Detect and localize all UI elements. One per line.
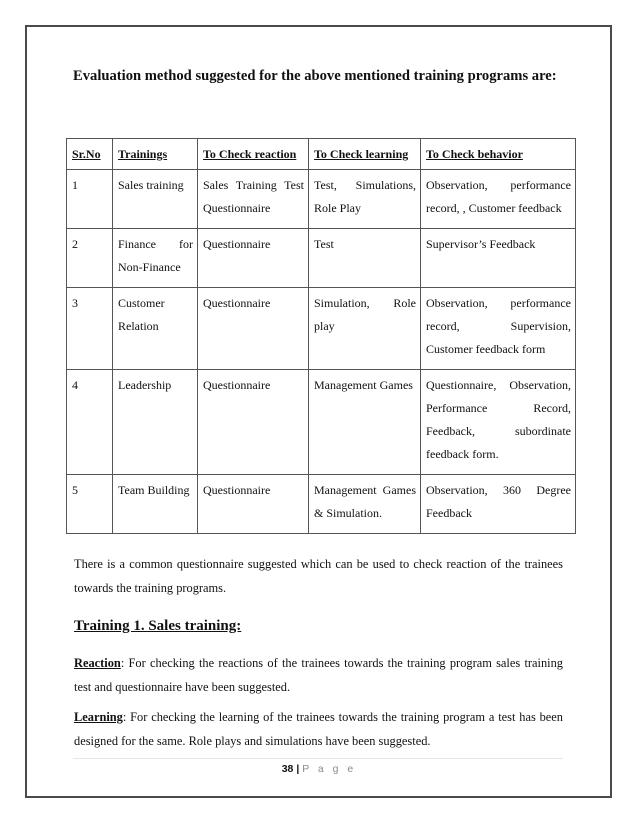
header-trainings: Trainings (113, 139, 198, 170)
cell-training: Customer Relation (113, 288, 198, 370)
learning-term: Learning (74, 710, 123, 724)
reaction-paragraph (74, 651, 563, 699)
cell-sr-no: 2 (67, 229, 113, 288)
cell-training: Team Building (113, 475, 198, 534)
header-check-behavior: To Check behavior (421, 139, 576, 170)
reaction-term: Reaction (74, 656, 121, 670)
table-row (67, 229, 576, 288)
cell-behavior: Observation, 360 Degree Feedback (421, 475, 576, 534)
table-header-row (67, 139, 576, 170)
cell-training: Sales training (113, 170, 198, 229)
reaction-text: : For checking the reactions of the trainees towards the training program sales training test and questionnaire have been suggested. (74, 656, 563, 694)
learning-text: : For checking the learning of the trainees towards the training program a test has been designed for the same. Role plays and simulations have been suggested. (74, 710, 563, 748)
cell-sr-no: 1 (67, 170, 113, 229)
cell-behavior: Supervisor’s Feedback (421, 229, 576, 288)
header-sr-no: Sr.No (67, 139, 113, 170)
table-row (67, 370, 576, 475)
table-row (67, 475, 576, 534)
cell-reaction: Questionnaire (198, 475, 309, 534)
cell-learning: Management Games (309, 370, 421, 475)
cell-behavior: Questionnaire, Observation, Performance Record, Feedback, subordinate feedback form. (421, 370, 576, 475)
page-label: P a g e (302, 763, 357, 775)
cell-learning: Test, Simulations, Role Play (309, 170, 421, 229)
cell-training: Leadership (113, 370, 198, 475)
footer-divider (73, 758, 563, 759)
page-number: 38 (281, 763, 294, 775)
header-check-reaction: To Check reaction (198, 139, 309, 170)
cell-learning: Test (309, 229, 421, 288)
cell-sr-no: 4 (67, 370, 113, 475)
cell-learning: Simulation, Role play (309, 288, 421, 370)
cell-behavior: Observation, performance record, , Customer feedback (421, 170, 576, 229)
subheading-sales-training: Training 1. Sales training: (74, 618, 242, 634)
header-check-learning: To Check learning (309, 139, 421, 170)
learning-paragraph (74, 705, 563, 753)
section-heading: Evaluation method suggested for the above mentioned training programs are: (73, 68, 557, 84)
footer-separator: | (296, 763, 300, 775)
table-row (67, 288, 576, 370)
cell-behavior: Observation, performance record, Supervision, Customer feedback form (421, 288, 576, 370)
cell-reaction: Questionnaire (198, 370, 309, 475)
cell-reaction: Questionnaire (198, 229, 309, 288)
cell-reaction: Sales Training Test Questionnaire (198, 170, 309, 229)
cell-learning: Management Games & Simulation. (309, 475, 421, 534)
cell-sr-no: 3 (67, 288, 113, 370)
table-row (67, 170, 576, 229)
cell-reaction: Questionnaire (198, 288, 309, 370)
page-footer (0, 763, 638, 775)
cell-sr-no: 5 (67, 475, 113, 534)
intro-paragraph: There is a common questionnaire suggested which can be used to check reaction of the trainees towards the training programs. (74, 557, 563, 595)
evaluation-table (66, 138, 576, 534)
cell-training: Finance for Non-Finance (113, 229, 198, 288)
